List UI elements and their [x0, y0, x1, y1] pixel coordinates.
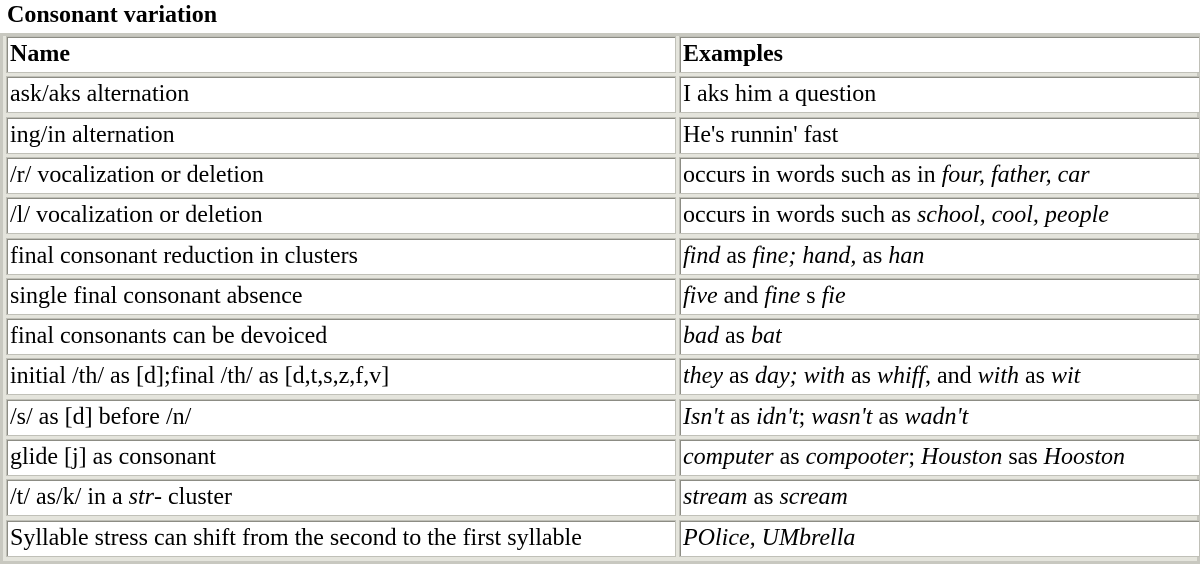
italic-text: fie	[821, 283, 846, 309]
text-run: as	[856, 243, 889, 269]
text-run: as	[719, 323, 751, 349]
cell-examples	[679, 197, 1200, 234]
italic-text: POlice, UMbrella	[683, 525, 856, 551]
text-run: /t/ as/k/ in a	[10, 484, 129, 510]
italic-text: scream	[779, 484, 848, 510]
italic-text: fine; hand,	[752, 243, 857, 269]
italic-text: computer	[683, 444, 774, 470]
italic-text: bad	[683, 323, 719, 349]
text-run: and	[717, 283, 765, 309]
table-row	[6, 318, 1194, 355]
text-run: final consonant reduction in clusters	[10, 243, 358, 269]
cell-name	[6, 520, 676, 557]
italic-text: str	[128, 484, 155, 510]
text-run: as	[1019, 363, 1051, 389]
cell-name	[6, 399, 676, 436]
italic-text: han	[888, 243, 925, 269]
text-run: /l/ vocalization or deletion	[10, 202, 263, 228]
cell-examples	[679, 278, 1200, 315]
text-run: He's runnin' fast	[683, 122, 839, 148]
text-run: ing/in alternation	[10, 122, 175, 148]
text-run: as	[724, 404, 757, 430]
text-run: as	[722, 363, 755, 389]
table-row	[6, 117, 1194, 154]
table-row	[6, 479, 1194, 516]
italic-text: stream	[683, 484, 748, 510]
text-run: , and	[925, 363, 978, 389]
text-run: single final consonant absence	[10, 283, 303, 309]
text-run: Syllable stress can shift from the second to the first syllable	[10, 525, 582, 551]
italic-text: Hooston	[1043, 444, 1126, 470]
cell-name	[6, 117, 676, 154]
italic-text: wadn't	[904, 404, 969, 430]
italic-text: school, cool, people	[916, 202, 1109, 228]
cell-name	[6, 238, 676, 275]
italic-text: bat	[751, 323, 782, 349]
text-run: s	[800, 283, 822, 309]
header-examples: Examples	[679, 36, 1200, 73]
cell-name	[6, 197, 676, 234]
cell-name	[6, 318, 676, 355]
text-run: as	[747, 484, 780, 510]
table-row	[6, 157, 1194, 194]
table-row	[6, 238, 1194, 275]
cell-examples	[679, 479, 1200, 516]
text-run: - cluster	[154, 484, 232, 510]
cell-examples	[679, 157, 1200, 194]
table-row	[6, 358, 1194, 395]
text-run: glide [j] as consonant	[10, 444, 216, 470]
text-run: /r/ vocalization or deletion	[10, 162, 264, 188]
cell-name	[6, 439, 676, 476]
table-caption: Consonant variation	[7, 2, 218, 28]
italic-text: fine	[764, 283, 801, 309]
header-name: Name	[6, 36, 676, 73]
text-run: ;	[798, 404, 812, 430]
text-run: /s/ as [d] before /n/	[10, 404, 192, 430]
text-run: as	[844, 363, 877, 389]
italic-text: whiff	[876, 363, 925, 389]
italic-text: wit	[1051, 363, 1081, 389]
cell-examples	[679, 439, 1200, 476]
text-run: I aks him a question	[683, 81, 877, 107]
italic-text: Isn't	[683, 404, 725, 430]
table-row	[6, 439, 1194, 476]
cell-examples	[679, 238, 1200, 275]
italic-text: compooter	[805, 444, 909, 470]
table-row	[6, 197, 1194, 234]
italic-text: four, father, car	[941, 162, 1090, 188]
cell-name	[6, 157, 676, 194]
table-header-row	[6, 36, 1194, 73]
text-run: sas	[1002, 444, 1044, 470]
italic-text: with	[977, 363, 1019, 389]
text-run: ;	[908, 444, 921, 470]
cell-name	[6, 479, 676, 516]
cell-name	[6, 278, 676, 315]
cell-examples	[679, 76, 1200, 113]
cell-examples	[679, 520, 1200, 557]
text-run: as	[720, 243, 753, 269]
consonant-variation-table	[0, 33, 1200, 564]
italic-text: five	[683, 283, 718, 309]
text-run: occurs in words such as in	[683, 162, 942, 188]
text-run: occurs in words such as	[683, 202, 917, 228]
cell-name	[6, 76, 676, 113]
table-row	[6, 520, 1194, 557]
italic-text: Houston	[920, 444, 1003, 470]
text-run: as	[773, 444, 806, 470]
cell-examples	[679, 358, 1200, 395]
cell-examples	[679, 318, 1200, 355]
italic-text: wasn't	[811, 404, 873, 430]
cell-name	[6, 358, 676, 395]
table-row	[6, 399, 1194, 436]
italic-text: find	[683, 243, 721, 269]
text-run: ask/aks alternation	[10, 81, 190, 107]
cell-examples	[679, 117, 1200, 154]
text-run: as	[872, 404, 905, 430]
italic-text: idn't	[756, 404, 799, 430]
text-run: initial /th/ as [d];final /th/ as [d,t,s,z,f,v]	[10, 363, 390, 389]
text-run: final consonants can be devoiced	[10, 323, 328, 349]
table-row	[6, 76, 1194, 113]
italic-text: they	[683, 363, 723, 389]
cell-examples	[679, 399, 1200, 436]
italic-text: day; with	[754, 363, 845, 389]
table-row	[6, 278, 1194, 315]
